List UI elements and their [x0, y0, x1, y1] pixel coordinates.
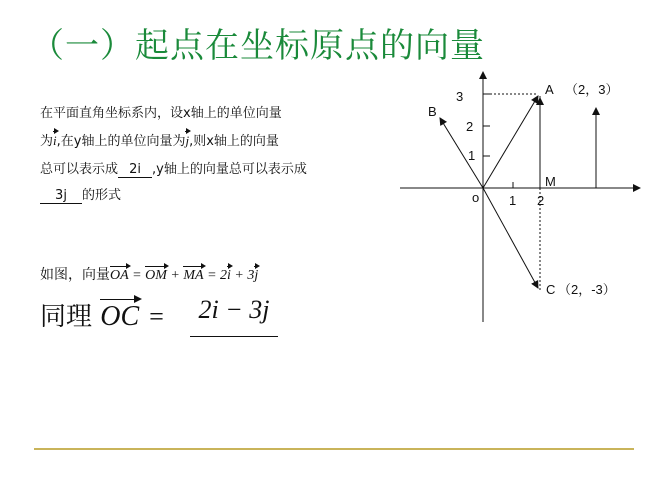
para-line-1: 在平面直角坐标系内，设x轴上的单位向量	[40, 106, 282, 121]
tick-label-x2: 2	[537, 193, 545, 208]
vector-OM: OM	[145, 268, 167, 283]
vector-OA: OA	[110, 268, 129, 283]
vector-OB-arrow	[440, 118, 483, 188]
slide-title: （一）起点在坐标原点的向量	[30, 26, 485, 66]
blank-y-answer: 3j	[40, 188, 82, 204]
tick-label-y1: 1	[468, 148, 476, 163]
tick-label-y3: 3	[456, 89, 464, 104]
label-B: B	[428, 104, 437, 119]
vector-MA: MA	[183, 268, 204, 283]
example-line: 如图，向量OA = OM + MA = 2i + 3j	[40, 267, 259, 283]
unit-vector-j: j	[185, 133, 190, 148]
vector-OC: OC	[100, 301, 140, 332]
label-M: M	[545, 174, 556, 189]
para-line-3: 总可以表示成 2i ,y轴上的向量总可以表示成	[40, 162, 307, 177]
tongli-line: 同理 OC =	[40, 301, 165, 332]
vector-OA-arrow	[483, 96, 538, 188]
label-O: o	[472, 190, 480, 205]
answer-blank: 2i − 3j	[190, 290, 278, 337]
para-line-2: 为i,在y轴上的单位向量为j,则x轴上的向量	[40, 133, 279, 149]
coord-C: （2，-3）	[558, 282, 616, 297]
label-A: A	[545, 82, 554, 97]
blank-x-answer: 2i	[118, 162, 152, 178]
coord-A: （2，3）	[565, 82, 619, 97]
tick-label-y2: 2	[466, 119, 474, 134]
unit-vector-i: i	[53, 133, 57, 148]
para-line-4: 3j 的形式	[40, 184, 121, 204]
tick-label-x1: 1	[509, 193, 517, 208]
label-C: C	[546, 282, 556, 297]
footer-divider	[34, 448, 634, 450]
